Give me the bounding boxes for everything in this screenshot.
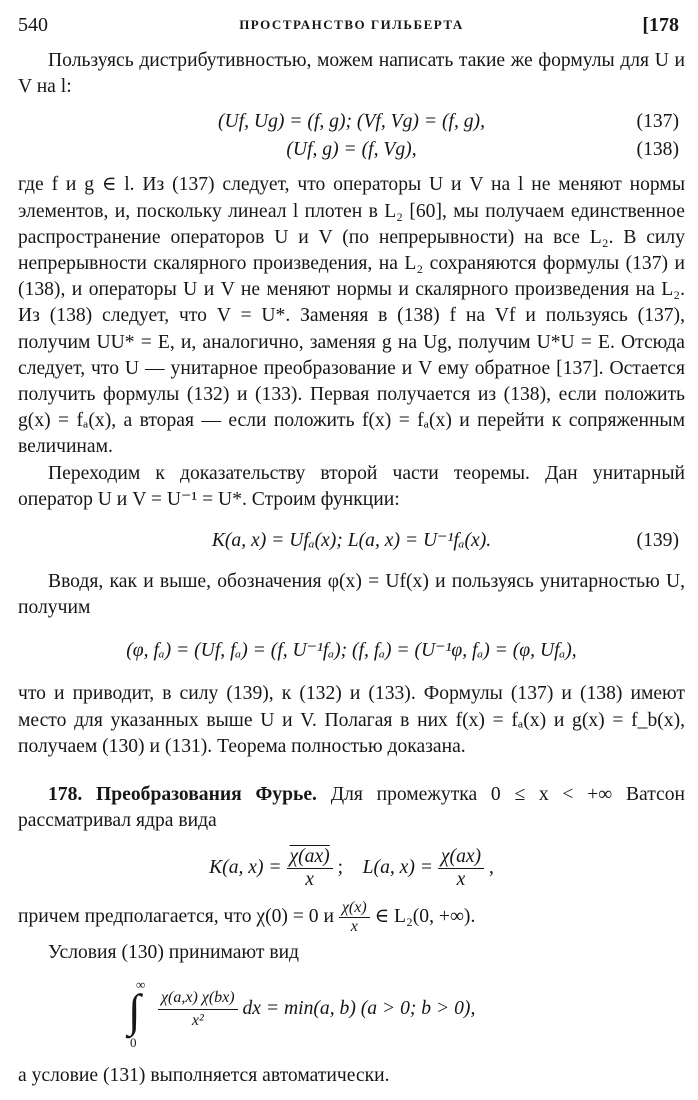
equation-139 [18,527,685,555]
kernel-K-fraction [287,846,333,891]
paragraph-final: а условие (131) выполняется автоматически. [18,1064,390,1086]
kernel-K-denominator: x [305,869,314,891]
section-178-heading: 178. Преобразования Фурье. [48,784,317,806]
integral-rest: dx = min(a, b) (a > 0; b > 0), [242,997,476,1019]
kernel-L-numerator: χ(ax) [438,846,484,869]
running-title: ПРОСТРАНСТВО ГИЛЬБЕРТА [239,17,464,32]
equation-139-formula: K(a, x) = Ufₐ(x); L(a, x) = U⁻¹fₐ(x). [211,530,492,552]
paragraph-second-part: Переходим к доказательству второй части теоремы. Дан унитарный оператор U и V = U⁻¹ = U*. Строим функции: [18,462,685,510]
equation-138 [18,136,685,164]
integrand-denominator: x² [191,1011,204,1029]
kernel-K-numerator: χ(ax) [287,846,333,869]
assumption-numerator: χ(x) [339,899,370,918]
paragraph-extension: где f и g ∈ l. Из (137) следует, что операторы U и V на l не меняют нормы элементов, и, поскольку линеал l плотен в L₂ [60], мы получаем единственное распространение операторов U и V (по непрерывности) на все L₂. В силу непрерывности скалярного произведения, на L₂ сохраняются формулы (137) и (138), и операторы U и V не меняют нормы и скалярного произведения на L₂. Из (138) следует, что V = U*. Заменяя в (138) f на Vf и пользуясь (137), получим UU* = E, и, аналогично, заменяя g на Ug, получим U*U = E. Отсюда следует, что U — унитарное преобразование и V ему обратное [137]. Остается получить формулы (132) и (133). Первая получается из (138), если положить g(x) = fₐ(x), а вторая — если положить f(x) = fₐ(x) и перейти к сопряженным величинам. [18,174,685,458]
equation-139-number: (139) [636,530,679,552]
paragraph-conditions: Условия (130) принимают вид [48,942,300,964]
integrand-fraction [158,987,238,1032]
kernel-end: , [489,857,494,879]
book-page [18,8,685,1093]
paragraph-conclusion: что и приводит, в силу (139), к (132) и (133). Формулы (137) и (138) имеют место для указанных выше U и V. Полагая в них f(x) = fₐ(x) и g(x) = f_b(x), получаем (130) и (131). Теорема полностью доказана. [18,683,685,757]
kernel-L-denominator: x [456,869,466,891]
equation-kernels [18,846,685,891]
integral-sign: ∫ [128,984,141,1036]
paragraph-distributivity: Пользуясь дистрибутивностью, можем написать такие же формулы для U и V на l: [18,50,685,98]
paragraph-assumption [18,899,685,936]
equation-137-number: (137) [636,111,679,133]
integral-upper-limit: ∞ [136,976,146,992]
kernel-K-left: K(a, x) = [209,857,282,879]
page-header [18,8,685,38]
kernel-L-left: L(a, x) = [362,857,434,879]
equation-138-number: (138) [636,139,679,161]
assumption-after: ∈ L₂(0, +∞). [374,906,476,928]
kernel-separator: ; [337,857,344,879]
page-number: 540 [18,14,48,36]
integral-body [158,987,475,1032]
kernel-L-fraction [438,846,484,891]
equation-137 [18,108,685,136]
assumption-before: причем предполагается, что χ(0) = 0 и [18,906,334,928]
integral-lower-limit: 0 [130,1034,137,1050]
paragraph-notation: Вводя, как и выше, обозначения φ(x) = Uf(x) и пользуясь унитарностью U, получим [18,571,685,619]
equation-integral [18,977,685,1063]
equation-137-formula: (Uf, Ug) = (f, g); (Vf, Vg) = (f, g), [218,111,485,133]
integrand-numerator: χ(a,x) χ(bx) [158,987,238,1010]
assumption-fraction [339,899,370,936]
equation-138-formula: (Uf, g) = (f, Vg), [286,139,417,161]
assumption-denominator: x [350,918,358,936]
section-marker: [178 [642,14,679,36]
equation-phi-formula: (φ, fₐ) = (Uf, fₐ) = (f, U⁻¹fₐ); (f, fₐ) = (U⁻¹φ, fₐ) = (φ, Ufₐ), [126,640,577,662]
equation-phi [18,637,685,665]
section-178-text: Для промежутка 0 ≤ x < +∞ Ватсон рассматривал ядра вида [18,784,685,832]
section-178 [18,782,685,834]
